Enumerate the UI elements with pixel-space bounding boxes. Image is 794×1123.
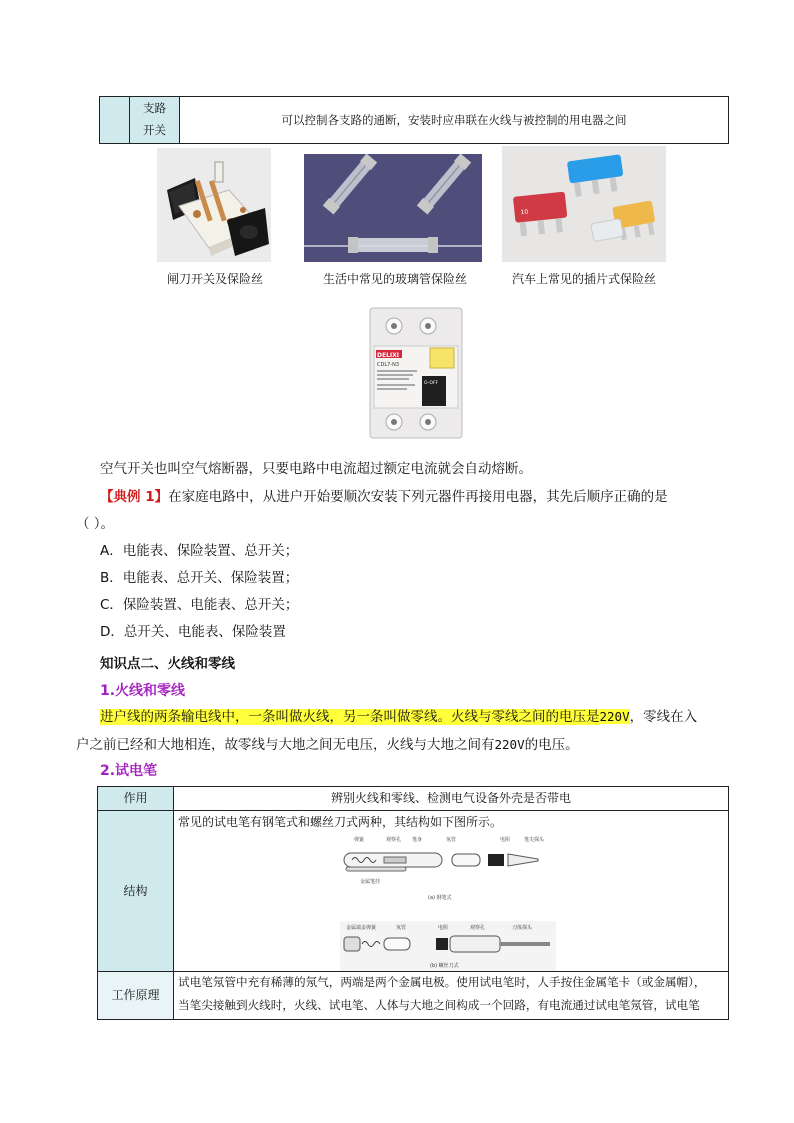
- section1-paragraph-line2: [76, 731, 579, 759]
- table-index-cell: [100, 97, 130, 143]
- row3-label: 工作原理: [98, 972, 174, 1019]
- label-resistor-b: 电阻: [438, 925, 449, 931]
- svg-text:10: 10: [520, 208, 529, 217]
- example-question-text: 在家庭电路中，从进户开始要顺次安装下列元器件再接用电器，其先后顺序正确的是: [168, 489, 668, 505]
- blade-fuse-photo: [502, 146, 666, 262]
- label-window: 观察孔: [386, 837, 402, 843]
- highlight-voltage: 220V: [599, 709, 630, 724]
- option-b: B．电能表、总开关、保险装置；: [100, 570, 299, 586]
- glass-fuse-photo: [304, 154, 482, 262]
- caption-b: (b) 螺丝刀式: [430, 963, 459, 969]
- row-divider: [98, 810, 728, 811]
- label-neon-b: 氖管: [396, 925, 407, 931]
- row1-label: 作用: [98, 787, 174, 810]
- section1-paragraph-line1: [100, 703, 740, 731]
- line1-rest: ，零线在入: [629, 709, 698, 725]
- example-question: [100, 484, 730, 511]
- label-blade: 刀体探头: [512, 925, 533, 931]
- line2-b: 的电压。: [524, 737, 579, 753]
- air-breaker-photo: [366, 304, 466, 442]
- caption-blade-fuse: 汽车上常见的插片式保险丝: [511, 272, 656, 286]
- row-label-line1: 支路: [143, 101, 166, 115]
- section1-heading: 1.火线和零线: [100, 683, 186, 699]
- label-body: 笔身: [412, 837, 423, 843]
- line2-a: 户之前已经和大地相连，故零线与大地之间无电压，火线与大地之间有: [76, 737, 495, 753]
- label-spring-b: 弹簧: [366, 925, 377, 931]
- highlight-text: 进户线的两条输电线中，一条叫做火线，另一条叫做零线。火线与零线之间的电压是: [100, 709, 600, 725]
- option-c: C．保险装置、电能表、总开关；: [100, 597, 299, 613]
- knife-switch-photo: [157, 148, 271, 262]
- row-label-line2: 开关: [143, 123, 166, 137]
- test-pen-table: [97, 786, 729, 1020]
- label-probe: 笔尖探头: [524, 837, 545, 843]
- example-question-bracket: （ ）。: [76, 516, 115, 532]
- table-row-label: [130, 97, 180, 143]
- row2-text: 常见的试电笔有钢笔式和螺丝刀式两种，其结构如下图所示。: [178, 815, 503, 829]
- caption-glass-fuse: 生活中常见的玻璃管保险丝: [322, 272, 467, 286]
- label-spring: 弹簧: [354, 837, 365, 843]
- svg-text:O-OFF: O-OFF: [424, 381, 439, 386]
- label-resistor: 电阻: [500, 837, 511, 843]
- label-clip: 金属笔挂: [360, 879, 381, 885]
- row1-text: 辨别火线和零线、检测电气设备外壳是否带电: [330, 791, 571, 805]
- screwdriver-style-diagram: [340, 921, 556, 971]
- breaker-model: CDL7-N3: [377, 362, 400, 368]
- caption-a: (a) 钢笔式: [428, 895, 452, 901]
- label-window-b: 观察孔: [470, 925, 486, 931]
- row2-label: 结构: [98, 811, 174, 971]
- switch-table: [99, 96, 729, 144]
- option-d: D．总开关、电能表、保险装置: [100, 624, 286, 640]
- breaker-brand: DELIXI: [377, 352, 399, 359]
- line2-voltage: 220V: [494, 737, 525, 752]
- label-neon: 氖管: [446, 837, 457, 843]
- row3-line1: 试电笔氖管中充有稀薄的氖气，两端是两个金属电极。使用试电笔时，人手按住金属笔卡（或金属帽），: [178, 975, 706, 989]
- label-cap: 金属端盖: [346, 925, 367, 931]
- option-a: A．电能表、保险装置、总开关；: [100, 543, 299, 559]
- pen-style-diagram: [338, 833, 548, 905]
- caption-knife-switch: 闸刀开关及保险丝: [166, 272, 263, 286]
- knowledge-heading: 知识点二、火线和零线: [100, 656, 235, 672]
- table-row-text: 可以控制各支路的通断，安装时应串联在火线与被控制的用电器之间: [281, 113, 627, 127]
- row3-line2: 当笔尖接触到火线时，火线、试电笔、人体与大地之间构成一个回路，有电流通过试电笔氖管，试电笔: [178, 998, 700, 1012]
- example-tag: 【典例 1】: [100, 489, 169, 505]
- row-divider: [98, 971, 728, 972]
- section2-heading: 2.试电笔: [100, 763, 158, 779]
- air-switch-paragraph: 空气开关也叫空气熔断器，只要电路中电流超过额定电流就会自动熔断。: [100, 461, 532, 477]
